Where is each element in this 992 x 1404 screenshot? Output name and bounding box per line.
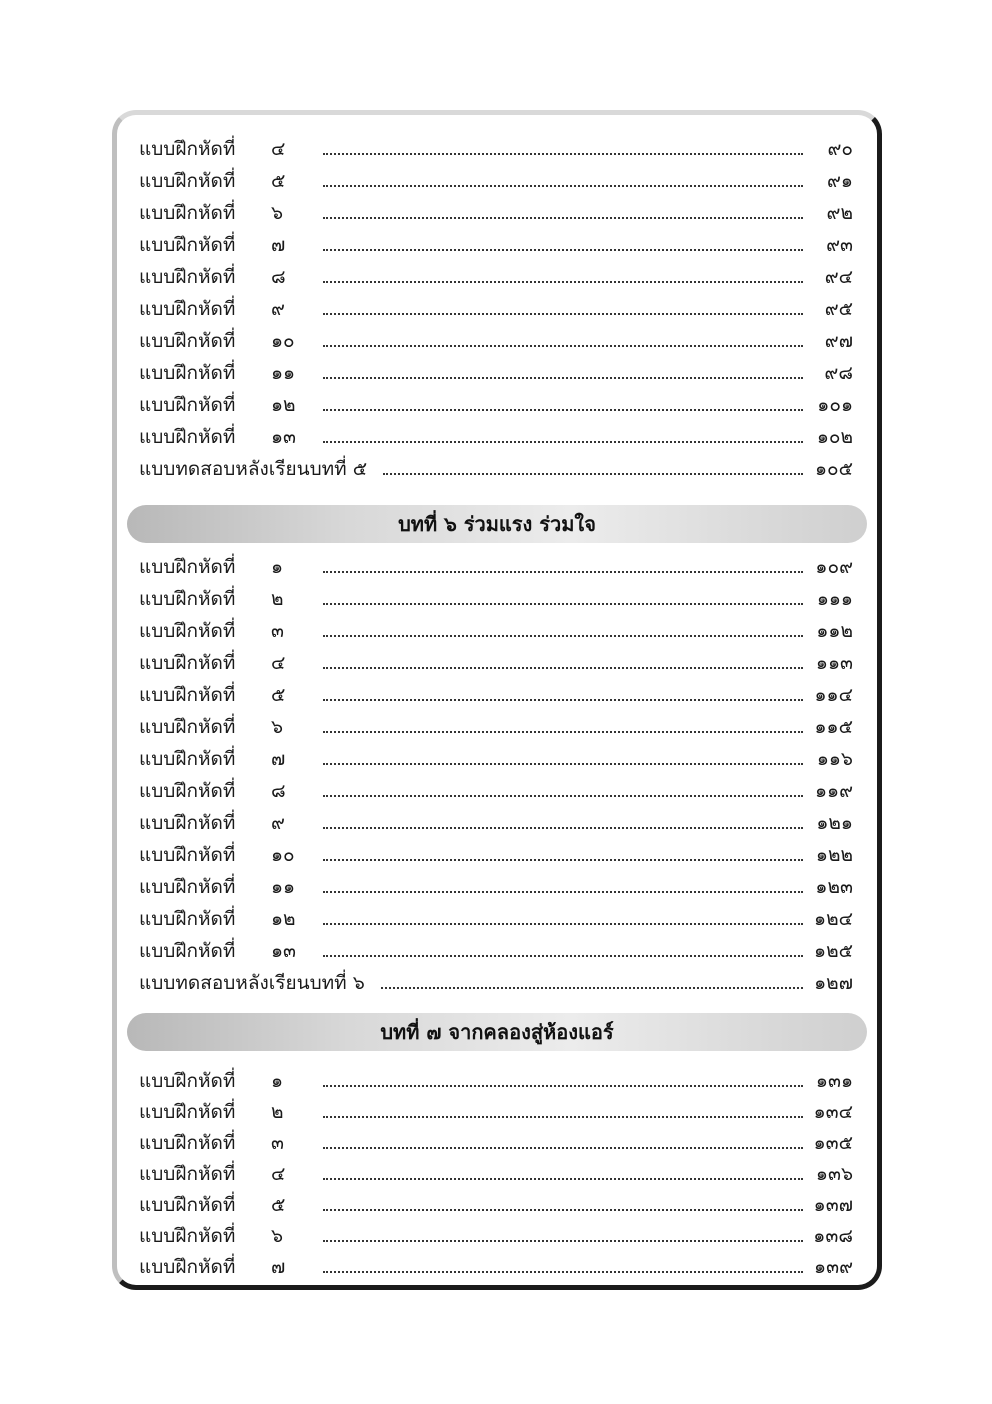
- exercise-label: แบบฝึกหัดที่: [139, 202, 236, 224]
- toc-row[interactable]: [139, 743, 853, 775]
- exercise-label: แบบฝึกหัดที่: [139, 394, 236, 416]
- exercise-label: แบบฝึกหัดที่: [139, 812, 236, 834]
- toc-row[interactable]: [139, 1189, 853, 1221]
- exercise-label: แบบฝึกหัดที่: [139, 780, 236, 802]
- page-number: ๙๐: [827, 138, 853, 160]
- dot-leader: [323, 1084, 803, 1087]
- dot-leader: [323, 698, 803, 701]
- exercise-number: ๕: [271, 1194, 286, 1216]
- dot-leader: [323, 1208, 803, 1211]
- toc-row[interactable]: [139, 293, 853, 325]
- toc-row-test[interactable]: [139, 453, 853, 485]
- toc-row[interactable]: [139, 807, 853, 839]
- exercise-label: แบบฝึกหัดที่: [139, 330, 236, 352]
- toc-row[interactable]: [139, 1065, 853, 1097]
- exercise-number: ๔: [271, 138, 286, 160]
- exercise-number: ๘: [271, 780, 286, 802]
- exercise-number: ๕: [271, 684, 286, 706]
- exercise-number: ๑๑: [271, 876, 296, 898]
- dot-leader: [323, 762, 803, 765]
- dot-leader: [323, 376, 803, 379]
- exercise-label: แบบฝึกหัดที่: [139, 1256, 236, 1278]
- dot-leader: [381, 986, 803, 989]
- toc-row[interactable]: [139, 1220, 853, 1252]
- dot-leader: [323, 890, 803, 893]
- toc-row[interactable]: [139, 421, 853, 453]
- page-number: ๑๑๖: [816, 748, 853, 770]
- toc-row[interactable]: [139, 775, 853, 807]
- exercise-number: ๖: [271, 716, 284, 738]
- toc-row[interactable]: [139, 357, 853, 389]
- page-number: ๙๘: [824, 362, 853, 384]
- dot-leader: [323, 216, 803, 219]
- toc-row[interactable]: [139, 165, 853, 197]
- exercise-number: ๓: [271, 620, 284, 642]
- page-number: ๑๓๘: [813, 1225, 853, 1247]
- exercise-number: ๑: [271, 1070, 284, 1092]
- exercise-label: แบบฝึกหัดที่: [139, 620, 236, 642]
- toc-row[interactable]: [139, 197, 853, 229]
- dot-leader: [323, 666, 803, 669]
- page-number: ๑๐๙: [815, 556, 853, 578]
- exercise-label: แบบฝึกหัดที่: [139, 298, 236, 320]
- dot-leader: [323, 954, 803, 957]
- exercise-label: แบบฝึกหัดที่: [139, 1101, 236, 1123]
- exercise-label: แบบฝึกหัดที่: [139, 748, 236, 770]
- page-number: ๑๒๓: [815, 876, 853, 898]
- exercise-number: ๑๒: [271, 908, 296, 930]
- toc-row[interactable]: [139, 647, 853, 679]
- exercise-number: ๑๓: [271, 940, 297, 962]
- toc-row[interactable]: [139, 935, 853, 967]
- exercise-number: ๓: [271, 1132, 284, 1154]
- exercise-number: ๗: [271, 234, 286, 256]
- page-number: ๑๑๕: [814, 716, 853, 738]
- page-number: ๙๓: [826, 234, 853, 256]
- dot-leader: [323, 248, 803, 251]
- toc-row[interactable]: [139, 551, 853, 583]
- page-number: ๑๓๑: [815, 1070, 853, 1092]
- toc-row[interactable]: [139, 839, 853, 871]
- dot-leader: [323, 280, 803, 283]
- exercise-label: แบบฝึกหัดที่: [139, 1163, 236, 1185]
- dot-leader: [323, 408, 803, 411]
- exercise-label: แบบฝึกหัดที่: [139, 1225, 236, 1247]
- page-number: ๑๒๔: [814, 908, 853, 930]
- toc-row[interactable]: [139, 583, 853, 615]
- page-number: ๙๔: [824, 266, 853, 288]
- exercise-number: ๑๐: [271, 844, 295, 866]
- exercise-label: แบบฝึกหัดที่: [139, 588, 236, 610]
- exercise-label: แบบฝึกหัดที่: [139, 556, 236, 578]
- toc-row[interactable]: [139, 903, 853, 935]
- dot-leader: [323, 730, 803, 733]
- toc-row[interactable]: [139, 615, 853, 647]
- dot-leader: [323, 570, 803, 573]
- toc-row[interactable]: [139, 261, 853, 293]
- toc-row[interactable]: [139, 229, 853, 261]
- exercise-number: ๙: [271, 298, 285, 320]
- page-number: ๑๑๓: [815, 652, 853, 674]
- page-number: ๙๕: [824, 298, 853, 320]
- page-number: ๙๗: [824, 330, 853, 352]
- toc-row[interactable]: [139, 1251, 853, 1283]
- dot-leader: [323, 858, 803, 861]
- dot-leader: [323, 1115, 803, 1118]
- exercise-label: แบบฝึกหัดที่: [139, 1132, 236, 1154]
- dot-leader: [323, 602, 803, 605]
- page-number: ๑๓๕: [813, 1132, 853, 1154]
- exercise-number: ๖: [271, 1225, 284, 1247]
- toc-row[interactable]: [139, 133, 853, 165]
- page-number: ๑๒๑: [816, 812, 853, 834]
- dot-leader: [323, 344, 803, 347]
- dot-leader: [323, 1177, 803, 1180]
- exercise-label: แบบฝึกหัดที่: [139, 908, 236, 930]
- exercise-number: ๗: [271, 748, 286, 770]
- page-number: ๙๑: [827, 170, 853, 192]
- dot-leader: [323, 634, 803, 637]
- toc-row[interactable]: [139, 1158, 853, 1190]
- chapter-heading-7: บทที่ ๗ จากคลองสู่ห้องแอร์: [127, 1013, 867, 1051]
- exercise-label: แบบฝึกหัดที่: [139, 940, 236, 962]
- exercise-label: แบบฝึกหัดที่: [139, 652, 236, 674]
- exercise-label: แบบฝึกหัดที่: [139, 716, 236, 738]
- exercise-number: ๑๐: [271, 330, 295, 352]
- page-number: ๑๑๙: [814, 780, 853, 802]
- page-number: ๑๓๔: [813, 1101, 853, 1123]
- dot-leader: [323, 794, 803, 797]
- toc-row[interactable]: [139, 325, 853, 357]
- page-number: ๑๑๑: [816, 588, 853, 610]
- page-number: ๑๒๗: [814, 972, 853, 994]
- page-number: ๙๒: [826, 202, 853, 224]
- exercise-label: แบบฝึกหัดที่: [139, 234, 236, 256]
- page-number: ๑๒๒: [815, 844, 853, 866]
- exercise-number: ๑: [271, 556, 284, 578]
- toc-row[interactable]: [139, 679, 853, 711]
- exercise-label: แบบฝึกหัดที่: [139, 1194, 236, 1216]
- exercise-number: ๔: [271, 652, 286, 674]
- exercise-number: ๗: [271, 1256, 286, 1278]
- dot-leader: [323, 184, 803, 187]
- exercise-number: ๖: [271, 202, 284, 224]
- dot-leader: [323, 312, 803, 315]
- dot-leader: [323, 1146, 803, 1149]
- page-number: ๑๐๕: [814, 458, 853, 480]
- dot-leader: [323, 1239, 803, 1242]
- exercise-number: ๔: [271, 1163, 286, 1185]
- exercise-number: ๒: [271, 588, 284, 610]
- chapter-heading-6: บทที่ ๖ ร่วมแรง ร่วมใจ: [127, 505, 867, 543]
- exercise-label: แบบฝึกหัดที่: [139, 138, 236, 160]
- exercise-label: แบบฝึกหัดที่: [139, 266, 236, 288]
- test-label: แบบทดสอบหลังเรียนบทที่ ๕: [139, 458, 368, 480]
- page-number: ๑๓๙: [814, 1256, 853, 1278]
- toc-row[interactable]: [139, 711, 853, 743]
- exercise-label: แบบฝึกหัดที่: [139, 170, 236, 192]
- page-number: ๑๐๑: [817, 394, 853, 416]
- page-number: ๑๓๗: [813, 1194, 853, 1216]
- page-number: ๑๒๕: [814, 940, 853, 962]
- page-number: ๑๐๒: [816, 426, 853, 448]
- test-label: แบบทดสอบหลังเรียนบทที่ ๖: [139, 972, 365, 994]
- toc-frame: [112, 110, 882, 1290]
- exercise-label: แบบฝึกหัดที่: [139, 426, 236, 448]
- dot-leader: [323, 922, 803, 925]
- exercise-number: ๑๒: [271, 394, 296, 416]
- exercise-number: ๘: [271, 266, 286, 288]
- exercise-number: ๙: [271, 812, 285, 834]
- exercise-label: แบบฝึกหัดที่: [139, 684, 236, 706]
- exercise-number: ๒: [271, 1101, 284, 1123]
- page-number: ๑๓๖: [815, 1163, 853, 1185]
- exercise-label: แบบฝึกหัดที่: [139, 844, 236, 866]
- toc-row-test[interactable]: [139, 967, 853, 999]
- page-number: ๑๑๔: [814, 684, 853, 706]
- exercise-number: ๑๑: [271, 362, 296, 384]
- exercise-label: แบบฝึกหัดที่: [139, 1070, 236, 1092]
- dot-leader: [323, 440, 803, 443]
- exercise-number: ๕: [271, 170, 286, 192]
- dot-leader: [323, 1270, 803, 1273]
- exercise-label: แบบฝึกหัดที่: [139, 362, 236, 384]
- toc-row[interactable]: [139, 389, 853, 421]
- exercise-number: ๑๓: [271, 426, 297, 448]
- toc-row[interactable]: [139, 1096, 853, 1128]
- toc-row[interactable]: [139, 1127, 853, 1159]
- dot-leader: [323, 152, 803, 155]
- dot-leader: [383, 472, 803, 475]
- dot-leader: [323, 826, 803, 829]
- toc-row[interactable]: [139, 871, 853, 903]
- page-number: ๑๑๒: [816, 620, 853, 642]
- exercise-label: แบบฝึกหัดที่: [139, 876, 236, 898]
